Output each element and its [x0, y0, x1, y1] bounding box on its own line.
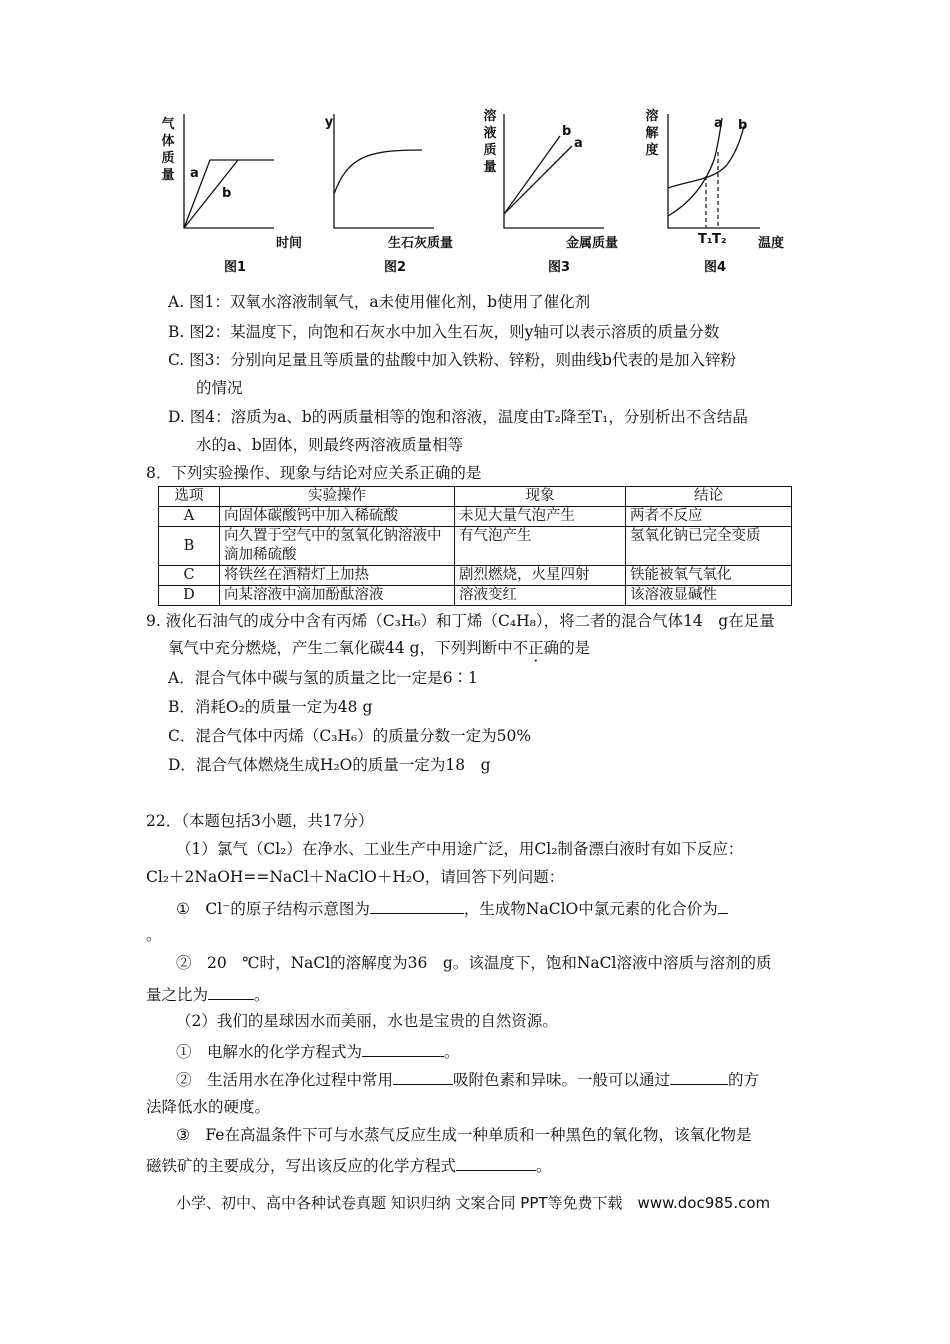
q22-item2: ② 20 ℃时，NaCl的溶解度为36 g。该温度下，饱和NaCl溶液中溶质与溶剂的质	[176, 954, 772, 972]
fig2-ylabel: y	[324, 115, 334, 130]
q22-part2: （2）我们的星球因水而美丽，水也是宝贵的自然资源。	[176, 1012, 558, 1030]
table-header-cell: 结论	[626, 487, 792, 507]
fig1-ylabel: 气体质量	[161, 117, 175, 183]
q22-water1	[176, 1040, 460, 1062]
answer-blank[interactable]	[718, 897, 728, 914]
q22-item2-text: 量之比为	[146, 986, 209, 1004]
q22-water2-text3: 的方	[728, 1071, 760, 1089]
answer-blank[interactable]	[370, 897, 464, 914]
q9-stem: 9. 液化石油气的成分中含有丙烯（C₃H₆）和丁烯（C₄H₈），将二者的混合气体14 g在足量	[146, 612, 775, 630]
table-cell: 剧烈燃烧，火星四射	[455, 566, 626, 586]
q22-item2-end: 。	[254, 986, 270, 1004]
q7-option-c: C. 图3：分别向足量且等质量的盐酸中加入铁粉、锌粉，则曲线b代表的是加入锌粉	[168, 351, 736, 369]
fig4-ylabel: 溶解度	[645, 109, 659, 158]
fig1-curve-a: a	[190, 166, 199, 181]
table-cell: 向固体碳酸钙中加入稀硫酸	[220, 507, 455, 527]
q22-item1-end: 。	[146, 926, 162, 944]
table-cell: 溶液变红	[455, 586, 626, 606]
q9-option-a: A．混合气体中碳与氢的质量之比一定是6∶1	[168, 669, 478, 687]
table-header-cell: 现象	[455, 487, 626, 507]
q9-option-d: D．混合气体燃烧生成H₂O的质量一定为18 g	[168, 756, 491, 774]
q22-water2-text: ② 生活用水在净化过程中常用	[176, 1071, 394, 1089]
fig2-plot	[328, 112, 438, 232]
table-cell: 两者不反应	[626, 507, 792, 527]
q22-part1-cont: Cl₂＋2NaOH==NaCl＋NaClO＋H₂O，请回答下列问题：	[146, 868, 565, 886]
table-cell: C	[159, 566, 220, 586]
fig3-caption: 图3	[548, 260, 571, 275]
table-cell: 向久置于空气中的氢氧化钠溶液中滴加稀硫酸	[220, 527, 455, 566]
table-cell: 未见大量气泡产生	[455, 507, 626, 527]
fig3-ylabel: 溶液质量	[483, 109, 497, 175]
table-row	[159, 566, 792, 586]
answer-blank[interactable]	[393, 1068, 453, 1085]
fig3-curve-b: b	[562, 124, 572, 139]
q9-emphasis: 不正确	[512, 639, 560, 657]
fig3-xlabel: 金属质量	[566, 236, 619, 251]
fig4-xlabel: 温度	[758, 236, 785, 251]
q7-option-b: B. 图2：某温度下，向饱和石灰水中加入生石灰，则y轴可以表示溶质的质量分数	[168, 323, 720, 341]
q7-option-a: A. 图1：双氧水溶液制氧气，a未使用催化剂，b使用了催化剂	[168, 293, 591, 311]
fig2-caption: 图2	[384, 260, 407, 275]
fig4-t2: T₂	[712, 232, 727, 247]
fig1-curve-b: b	[222, 186, 232, 201]
q22-title: 22．（本题包括3小题，共17分）	[146, 812, 374, 830]
q9-stem-pre: 氧气中充分燃烧，产生二氧化碳44 g，下列判断中	[168, 639, 513, 657]
fig3-plot	[498, 112, 608, 232]
table-cell: B	[159, 527, 220, 566]
q9-stem-post: 的是	[559, 639, 591, 657]
q8-stem: 8．下列实验操作、现象与结论对应关系正确的是	[146, 464, 482, 482]
q8-table	[158, 486, 792, 606]
answer-blank[interactable]	[362, 1040, 444, 1057]
q7-option-c-cont: 的情况	[196, 379, 243, 397]
answer-blank[interactable]	[208, 983, 254, 1000]
table-row	[159, 527, 792, 566]
table-cell: 该溶液显碱性	[626, 586, 792, 606]
q22-item1-text2: ，生成物NaClO中氯元素的化合价为	[463, 900, 718, 918]
q9-option-b: B．消耗O₂的质量一定为48 g	[168, 698, 373, 716]
table-cell: A	[159, 507, 220, 527]
page-footer: 小学、初中、高中各种试卷真题 知识归纳 文案合同 PPT等免费下载 www.doc985.com	[176, 1194, 771, 1212]
table-header-cell: 选项	[159, 487, 220, 507]
answer-blank[interactable]	[670, 1068, 728, 1085]
q22-water3-cont	[146, 1154, 552, 1176]
q22-item1	[176, 897, 728, 919]
table-header-cell: 实验操作	[220, 487, 455, 507]
q22-water1-text: ① 电解水的化学方程式为	[176, 1043, 363, 1061]
fig4-caption: 图4	[704, 260, 727, 275]
fig4-t1: T₁	[698, 232, 713, 247]
table-cell: 铁能被氧气氧化	[626, 566, 792, 586]
fig4-curve-a: a	[714, 116, 723, 131]
table-cell: 有气泡产生	[455, 527, 626, 566]
fig3-curve-a: a	[574, 136, 583, 151]
table-cell: 向某溶液中滴加酚酞溶液	[220, 586, 455, 606]
q7-option-d: D. 图4：溶质为a、b的两质量相等的饱和溶液，温度由T₂降至T₁，分别析出不含结晶	[168, 408, 748, 426]
q22-water1-end: 。	[444, 1043, 460, 1061]
q9-option-c: C．混合气体中丙烯（C₃H₆）的质量分数一定为50%	[168, 727, 532, 745]
table-cell: 氢氧化钠已完全变质	[626, 527, 792, 566]
q22-item2-cont	[146, 983, 270, 1005]
q22-water3-end: 。	[536, 1157, 552, 1175]
table-row	[159, 507, 792, 527]
q9-stem-cont	[168, 638, 590, 658]
fig1-xlabel: 时间	[276, 236, 303, 251]
table-cell: D	[159, 586, 220, 606]
fig2-xlabel: 生石灰质量	[388, 236, 454, 251]
q22-water2-cont: 法降低水的硬度。	[146, 1098, 271, 1116]
q22-item1-text: ① Cl⁻的原子结构示意图为	[176, 900, 370, 918]
q7-option-d-cont: 水的a、b固体，则最终两溶液质量相等	[196, 436, 464, 454]
table-header-row	[159, 487, 792, 507]
table-cell: 将铁丝在酒精灯上加热	[220, 566, 455, 586]
q22-water3: ③ Fe在高温条件下可与水蒸气反应生成一种单质和一种黑色的氧化物，该氧化物是	[176, 1126, 752, 1144]
q22-water3-text: 磁铁矿的主要成分，写出该反应的化学方程式	[146, 1157, 457, 1175]
table-row	[159, 586, 792, 606]
q22-water2-text2: 吸附色素和异味。一般可以通过	[453, 1071, 671, 1089]
fig4-curve-b: b	[738, 118, 748, 133]
answer-blank[interactable]	[456, 1154, 536, 1171]
q22-water2	[176, 1068, 759, 1090]
fig1-caption: 图1	[224, 260, 247, 275]
q22-part1: （1）氯气（Cl₂）在净水、工业生产中用途广泛，用Cl₂制备漂白液时有如下反应：	[176, 840, 744, 858]
